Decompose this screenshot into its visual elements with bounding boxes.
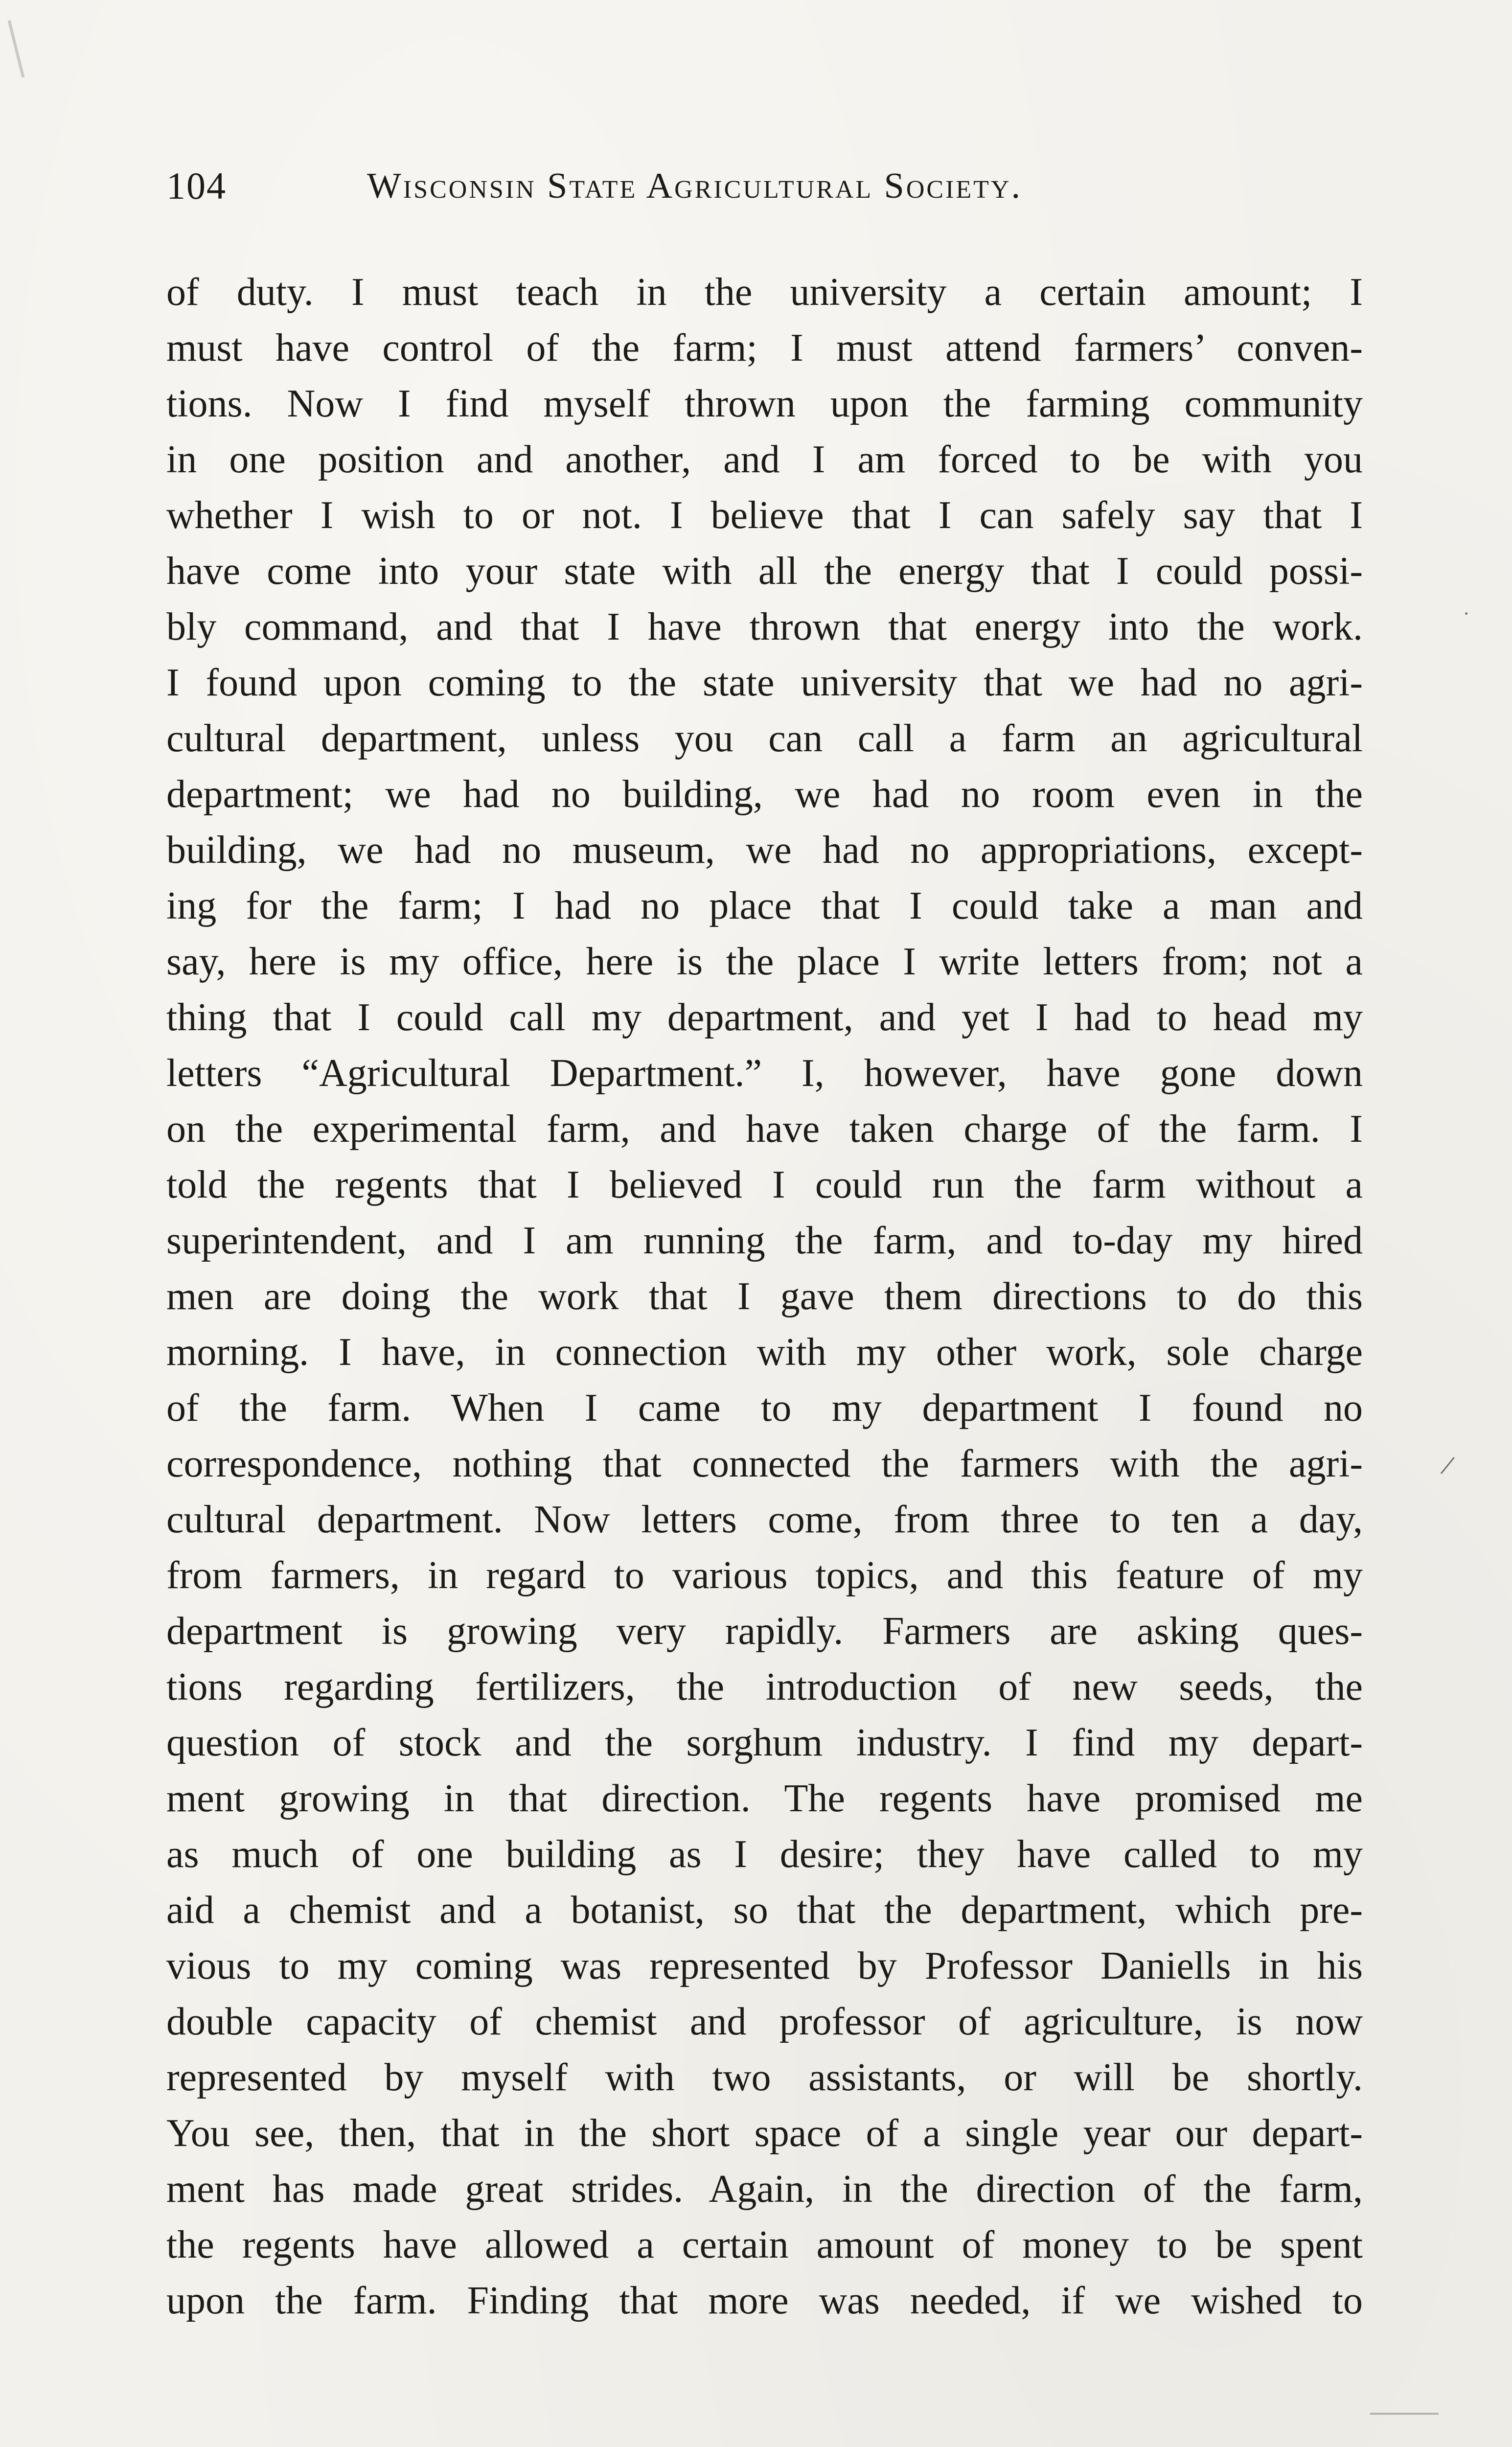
text-line: I found upon coming to the state university that we had no agri- — [166, 661, 1363, 704]
text-line: superintendent, and I am running the farm, and to-day my hired — [166, 1219, 1363, 1262]
running-head: Wisconsin State Agricultural Society. — [367, 166, 1022, 206]
margin-speck-icon: · — [1463, 602, 1470, 624]
text-line: ment growing in that direction. The regents have promised me — [166, 1777, 1363, 1820]
text-line: told the regents that I believed I could run the farm without a — [166, 1163, 1363, 1206]
page-number: 104 — [166, 164, 227, 207]
text-line: whether I wish to or not. I believe that I can safely say that I — [166, 494, 1363, 537]
text-line: morning. I have, in connection with my other work, sole charge — [166, 1331, 1363, 1374]
text-line: represented by myself with two assistants, or will be shortly. — [166, 2056, 1363, 2099]
scan-artifact-mark — [8, 20, 25, 78]
text-line: of duty. I must teach in the university a certain amount; I — [166, 271, 1363, 314]
text-line: question of stock and the sorghum industry. I find my depart- — [166, 1721, 1363, 1764]
text-line: upon the farm. Finding that more was needed, if we wished to — [166, 2279, 1363, 2322]
text-line: as much of one building as I desire; they have called to my — [166, 1833, 1363, 1876]
text-line: cultural department, unless you can call a farm an agricultural — [166, 717, 1363, 760]
text-line: tions regarding fertilizers, the introduction of new seeds, the — [166, 1665, 1363, 1708]
text-line: of the farm. When I came to my department I found no — [166, 1386, 1363, 1430]
text-line: men are doing the work that I gave them directions to do this — [166, 1275, 1363, 1318]
text-line: aid a chemist and a botanist, so that the department, which pre- — [166, 1889, 1363, 1932]
text-line: ing for the farm; I had no place that I could take a man and — [166, 884, 1363, 927]
text-line: double capacity of chemist and professor of agriculture, is now — [166, 2000, 1363, 2043]
text-line: ment has made great strides. Again, in the direction of the farm, — [166, 2168, 1363, 2211]
text-line: correspondence, nothing that connected the farmers with the agri- — [166, 1442, 1363, 1485]
text-line: thing that I could call my department, and yet I had to head my — [166, 996, 1363, 1039]
page-header — [166, 162, 1360, 210]
text-line: bly command, and that I have thrown that energy into the work. — [166, 605, 1363, 648]
text-line: department is growing very rapidly. Farmers are asking ques- — [166, 1610, 1363, 1653]
text-line: the regents have allowed a certain amount of money to be spent — [166, 2223, 1363, 2266]
text-line: from farmers, in regard to various topics, and this feature of my — [166, 1554, 1363, 1597]
text-line: department; we had no building, we had no room even in the — [166, 773, 1363, 816]
scan-artifact-rule — [1370, 2413, 1439, 2415]
text-line: building, we had no museum, we had no appropriations, except- — [166, 829, 1363, 872]
text-line: must have control of the farm; I must attend farmers’ conven- — [166, 326, 1363, 369]
text-line: tions. Now I find myself thrown upon the farming community — [166, 382, 1363, 425]
text-line: say, here is my office, here is the place I write letters from; not a — [166, 940, 1363, 983]
margin-stroke-icon: / — [1438, 1449, 1457, 1482]
text-line: on the experimental farm, and have taken charge of the farm. I — [166, 1108, 1363, 1151]
text-line: cultural department. Now letters come, from three to ten a day, — [166, 1498, 1363, 1541]
text-line: letters “Agricultural Department.” I, however, have gone down — [166, 1052, 1363, 1095]
body-text — [166, 264, 1363, 2329]
text-line: You see, then, that in the short space of a single year our depart- — [166, 2112, 1363, 2155]
text-line: in one position and another, and I am forced to be with you — [166, 438, 1363, 481]
text-line: have come into your state with all the energy that I could possi- — [166, 550, 1363, 593]
text-line: vious to my coming was represented by Professor Daniells in his — [166, 1944, 1363, 1987]
